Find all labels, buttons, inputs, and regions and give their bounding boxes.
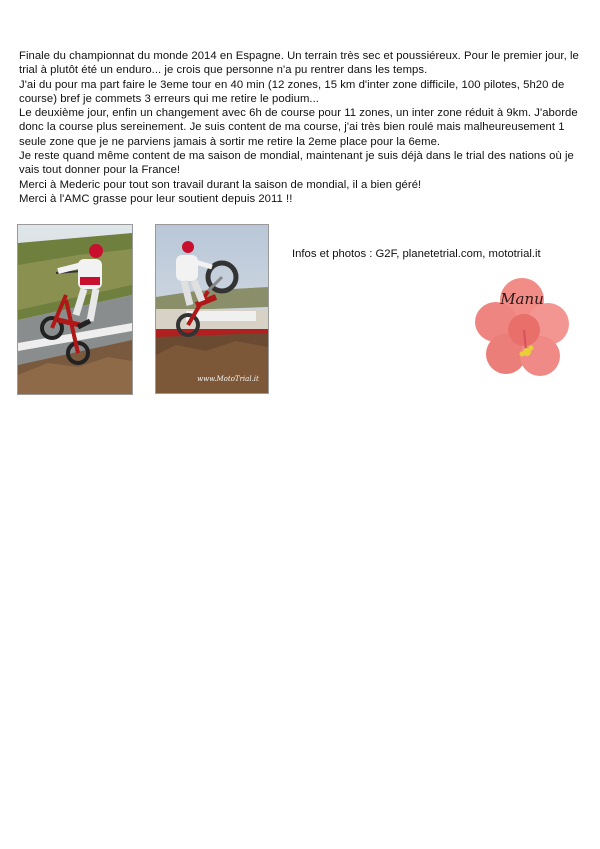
photo-credits: Infos et photos : G2F, planetetrial.com, mototrial.it <box>292 248 541 260</box>
trial-photo-wheelie <box>155 224 269 394</box>
paragraph-1: Finale du championnat du monde 2014 en Espagne. Un terrain très sec et poussiéreux. Pour le premier jour, le trial à plutôt été un enduro... je crois que personne n'a pu rentrer dans les temps. <box>19 50 579 77</box>
paragraph-3: Le deuxième jour, enfin un changement avec 6h de course pour 11 zones, un inter zone réduit à 9km. J'aborde donc la course plus sereinement. Je suis content de ma course, j'ai très bien roulé mais malheureusement 1 seule zone que je ne parviens jamais à sortir me retire la 2eme place pour la 6eme. <box>19 107 578 148</box>
paragraph-4: Je reste quand même content de ma saison de mondial, maintenant je suis déjà dans le trial des nations où je vais tout donner pour la France! <box>19 150 574 177</box>
hibiscus-logo <box>472 274 572 380</box>
article-text <box>19 49 584 206</box>
paragraph-5: Merci à Mederic pour tout son travail durant la saison de mondial, il a bien géré! <box>19 178 422 191</box>
paragraph-2: J'ai du pour ma part faire le 3eme tour en 40 min (12 zones, 15 km d'inter zone difficile, 100 pilotes, 5h20 de course) bref je commets 3 erreurs qui me retire le podium... <box>19 78 565 105</box>
paragraph-6: Merci à l'AMC grasse pour leur soutient depuis 2011 !! <box>19 192 293 205</box>
signature-text: Manu <box>500 290 544 308</box>
watermark-text: www.MotoTrial.it <box>197 375 259 383</box>
trial-photo-road <box>17 224 133 395</box>
